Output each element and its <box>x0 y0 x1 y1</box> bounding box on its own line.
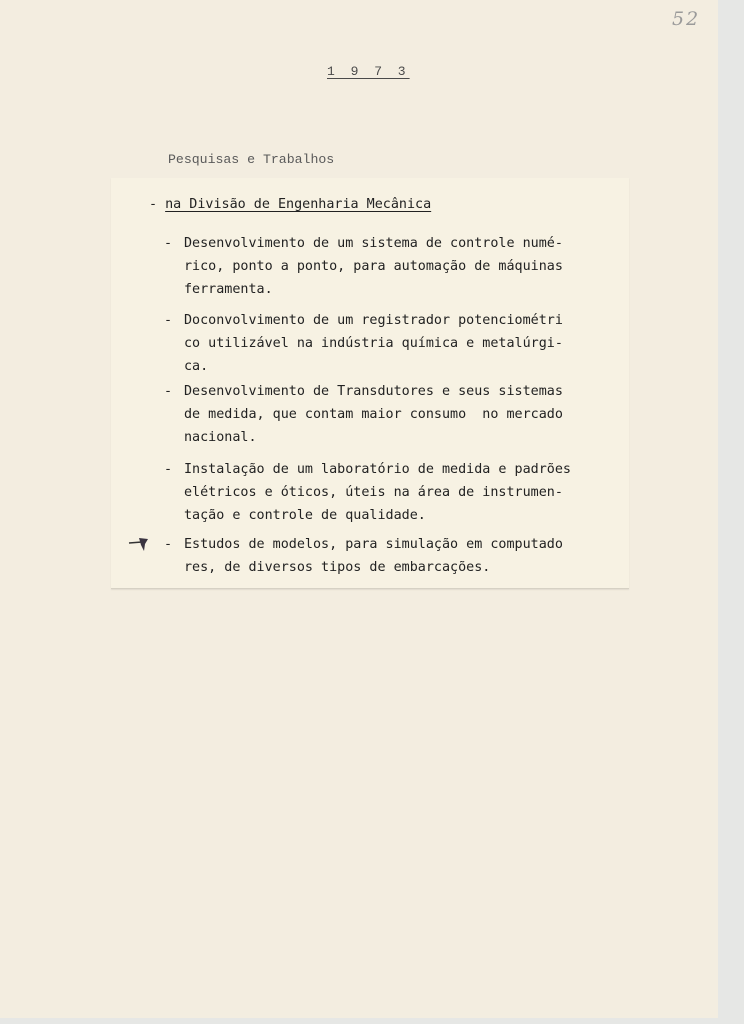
item-line: Doconvolvimento de um registrador potenciométri <box>184 313 563 328</box>
division-name: na Divisão de Engenharia Mecânica <box>165 197 432 212</box>
item-dash: - <box>164 462 173 477</box>
item-line: Desenvolvimento de Transdutores e seus sistemas <box>184 384 563 399</box>
item-line: Desenvolvimento de um sistema de controle numé- <box>184 236 563 251</box>
item-line: res, de diversos tipos de embarcações. <box>184 560 491 575</box>
item-dash: - <box>164 537 173 552</box>
item-line: nacional. <box>184 430 257 445</box>
division-title <box>149 197 431 212</box>
item-line: tação e controle de qualidade. <box>184 508 426 523</box>
item-dash: - <box>164 236 173 251</box>
handwritten-arrow-icon <box>128 536 154 554</box>
item-dash: - <box>164 313 173 328</box>
item-line: co utilizável na indústria química e metalúrgi- <box>184 336 563 351</box>
item-line: rico, ponto a ponto, para automação de máquinas <box>184 259 563 274</box>
item-line: Instalação de um laboratório de medida e padrões <box>184 462 571 477</box>
year-title: 1 9 7 3 <box>327 64 410 79</box>
item-line: elétricos e óticos, úteis na área de instrumen- <box>184 485 563 500</box>
item-line: de medida, que contam maior consumo no mercado <box>184 407 563 422</box>
list-item <box>164 458 571 527</box>
list-item <box>164 309 563 378</box>
division-dash: - <box>149 197 158 212</box>
page-number: 52 <box>672 8 701 30</box>
item-dash: - <box>164 384 173 399</box>
item-line: ferramenta. <box>184 282 273 297</box>
list-item <box>164 380 563 449</box>
item-line: ca. <box>184 359 209 374</box>
list-item <box>164 533 563 579</box>
list-item <box>164 232 563 301</box>
item-line: Estudos de modelos, para simulação em computado <box>184 537 563 552</box>
section-heading: Pesquisas e Trabalhos <box>168 152 335 167</box>
